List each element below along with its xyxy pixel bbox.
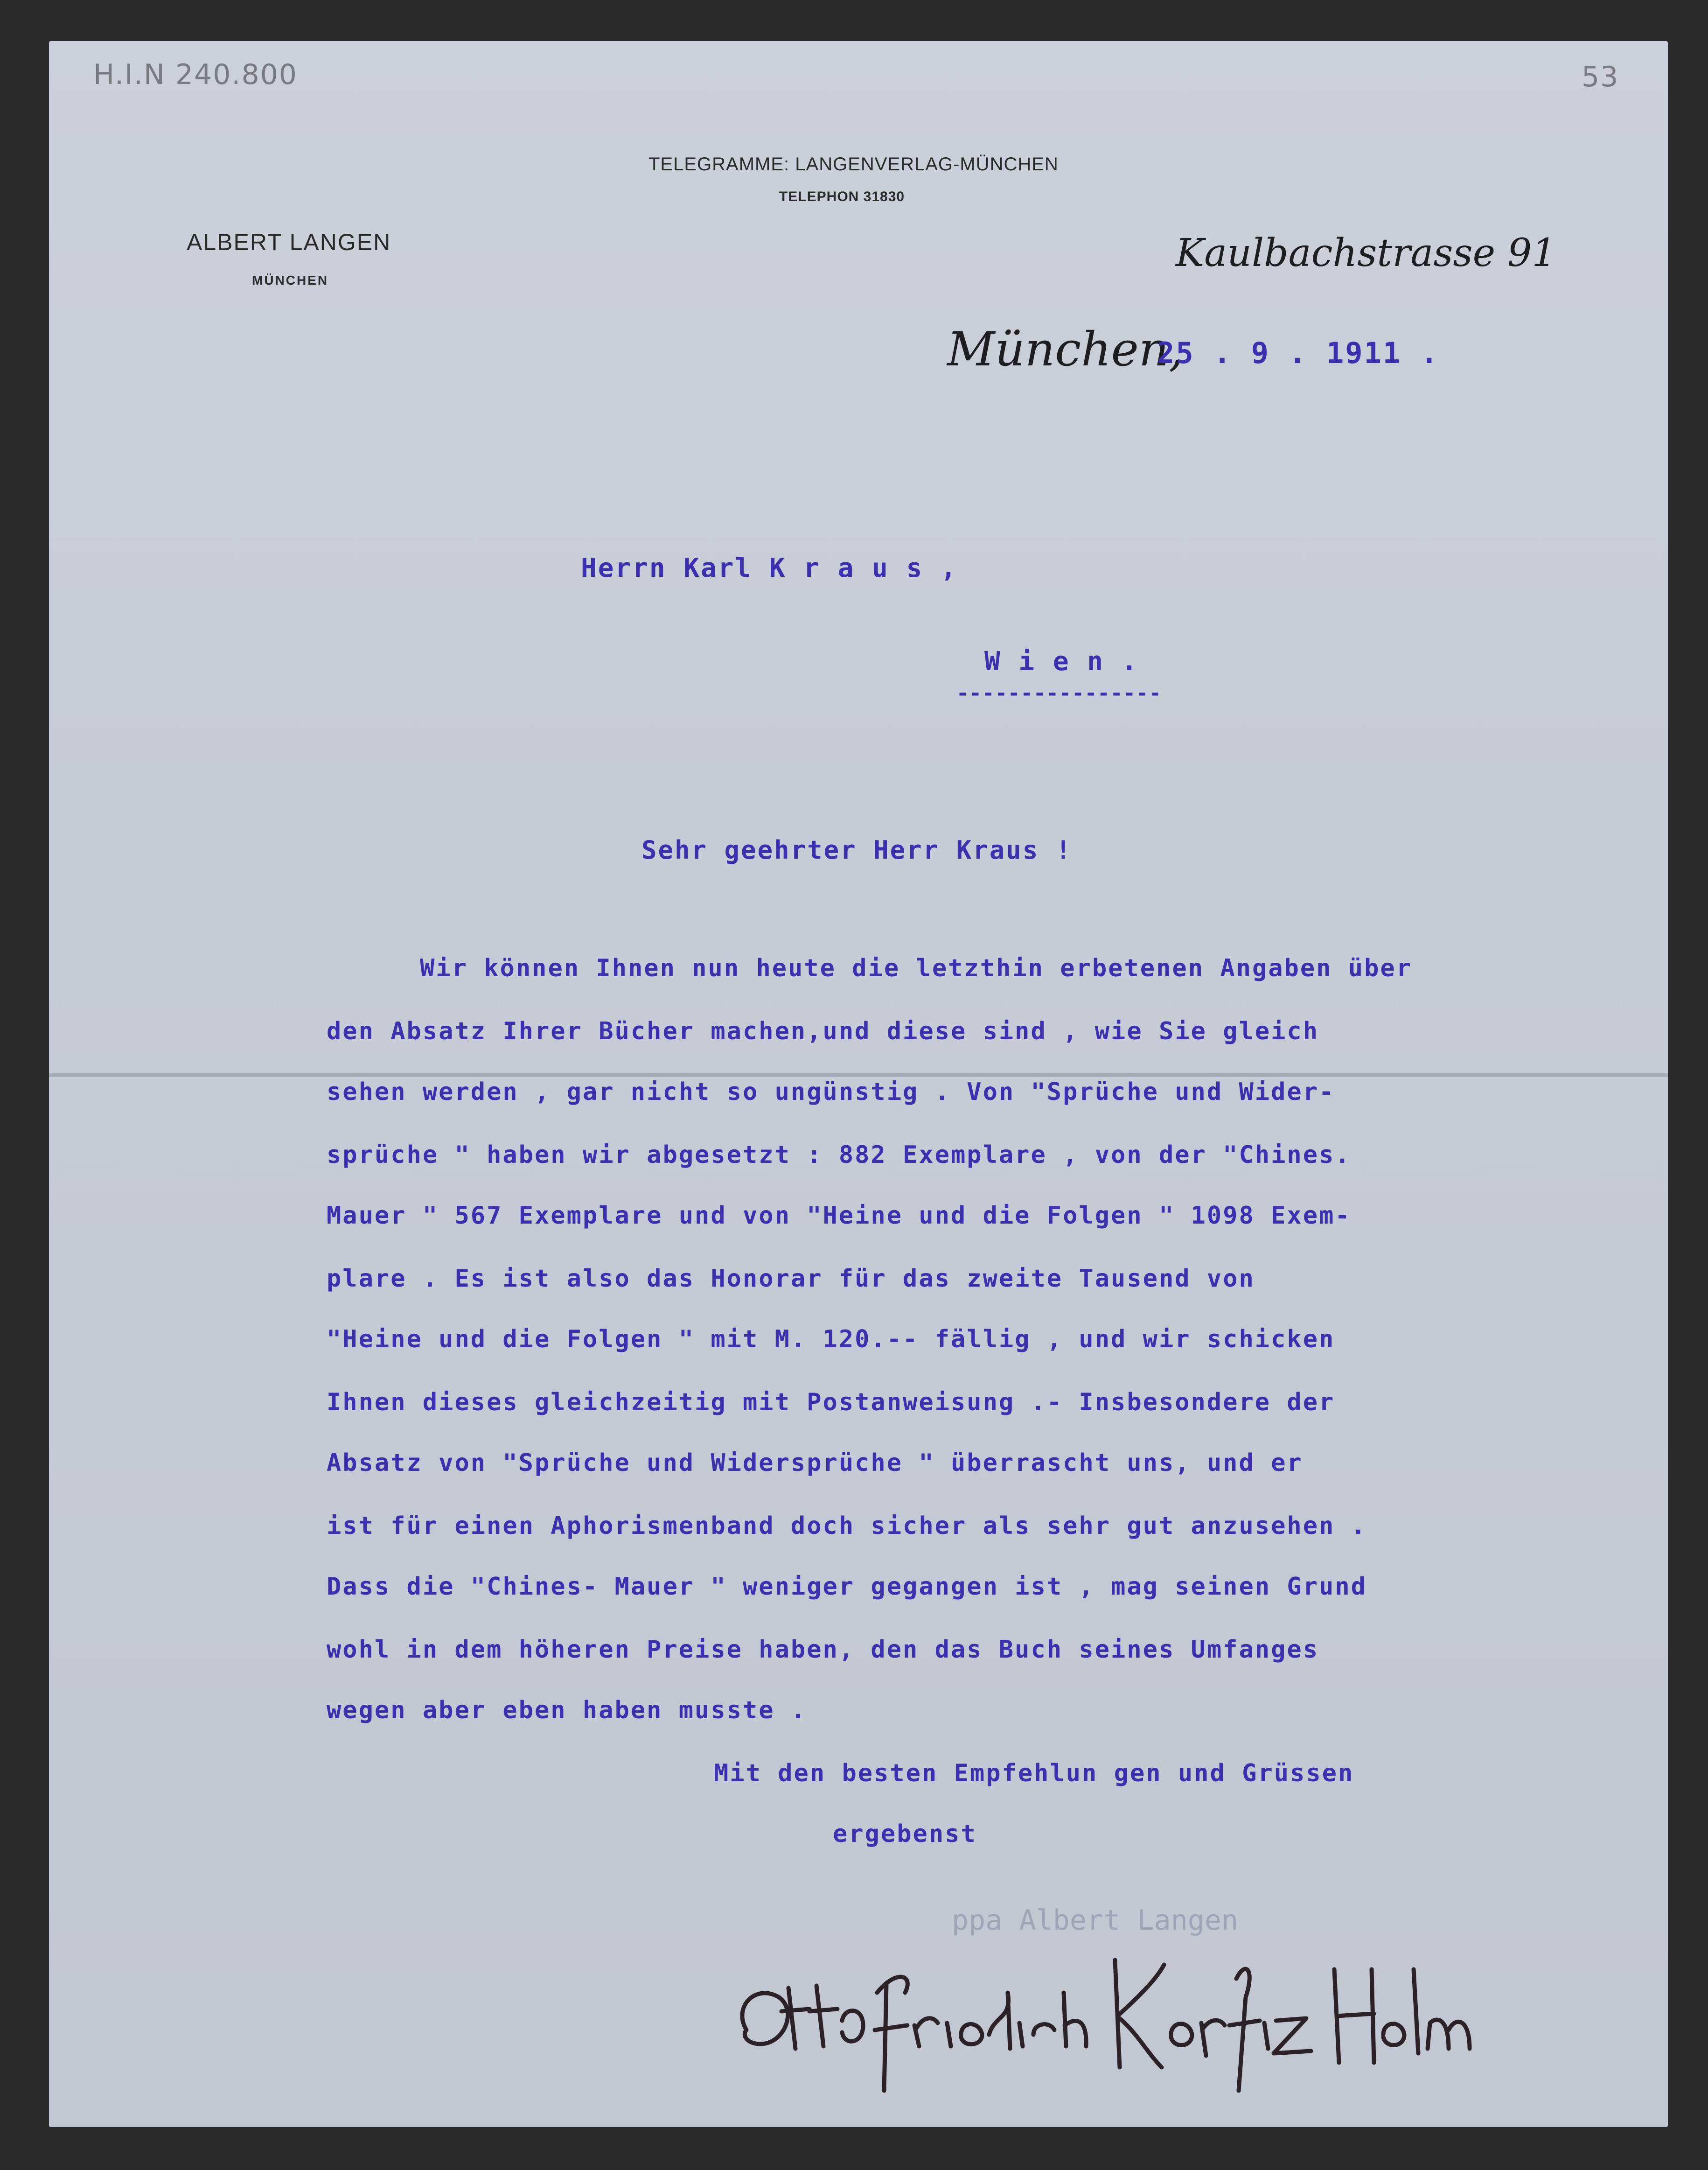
body-line: wohl in dem höheren Preise haben, den das Buch seines Umfanges <box>327 1636 1319 1664</box>
letterhead-firm-city: MÜNCHEN <box>252 273 329 287</box>
body-line: Absatz von "Sprüche und Widersprüche " überrascht uns, und er <box>327 1449 1303 1477</box>
body-line: ist für einen Aphorismenband doch sicher als sehr gut anzusehen . <box>327 1512 1367 1540</box>
recipient-city: W i e n . <box>984 646 1139 677</box>
letter-date: 25 . 9 . 1911 . <box>1157 336 1439 370</box>
body-line: Mauer " 567 Exemplare und von "Heine und die Folgen " 1098 Exem- <box>327 1202 1351 1230</box>
body-line: plare . Es ist also das Honorar für das zweite Tausend von <box>327 1265 1255 1293</box>
letterhead-place: München, <box>947 322 1184 377</box>
paper-fold <box>49 1073 1668 1077</box>
body-line: wegen aber eben haben musste . <box>327 1696 807 1724</box>
shelfmark: H.I.N 240.800 <box>93 58 298 91</box>
recipient-name: Herrn Karl K r a u s , <box>581 553 958 583</box>
firm-stamp: ppa Albert Langen <box>952 1904 1239 1937</box>
closing: Mit den besten Empfehlun gen und Grüssen <box>714 1759 1354 1787</box>
letterhead-firm-name: ALBERT LANGEN <box>187 229 391 255</box>
body-line: "Heine und die Folgen " mit M. 120.-- fällig , und wir schicken <box>327 1325 1335 1353</box>
body-line: Dass die "Chines- Mauer " weniger gegangen ist , mag seinen Grund <box>327 1573 1367 1601</box>
recipient-underline: ---------------- <box>956 681 1162 705</box>
body-line: sprüche " haben wir abgesetzt : 882 Exemplare , von der "Chines. <box>327 1141 1351 1169</box>
body-line: Ihnen dieses gleichzeitig mit Postanweisung .- Insbesondere der <box>327 1388 1335 1416</box>
body-line: Wir können Ihnen nun heute die letzthin erbetenen Angaben über <box>420 954 1413 982</box>
page-number: 53 <box>1582 61 1619 93</box>
letterhead-telegram: TELEGRAMME: LANGENVERLAG-MÜNCHEN <box>648 154 1059 175</box>
letterhead-telephone: TELEPHON 31830 <box>779 189 905 204</box>
body-line: den Absatz Ihrer Bücher machen,und diese sind , wie Sie gleich <box>327 1017 1319 1045</box>
body-line: sehen werden , gar nicht so ungünstig . Von "Sprüche und Wider- <box>327 1078 1335 1106</box>
salutation: Sehr geehrter Herr Kraus ! <box>641 835 1073 865</box>
handwritten-signature <box>728 1941 1521 2109</box>
letterhead-street: Kaulbachstrasse 91 <box>1176 231 1556 275</box>
closing-ergebenst: ergebenst <box>833 1820 977 1848</box>
